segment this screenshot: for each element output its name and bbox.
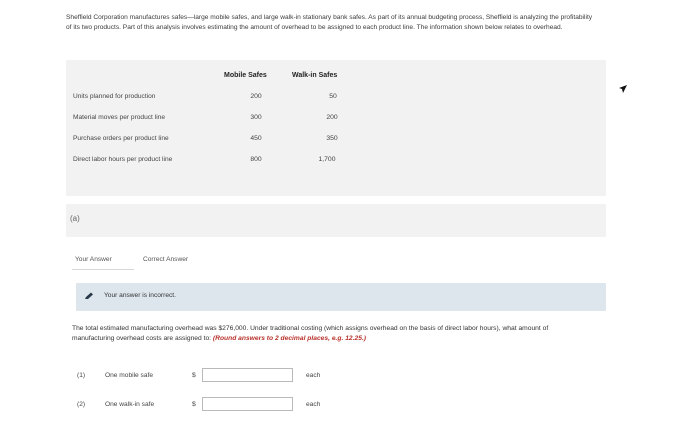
- answer-1-number: (1): [77, 372, 86, 379]
- cell-walkin-material-moves: 200: [326, 114, 338, 121]
- cell-walkin-purchase-orders: 350: [326, 135, 338, 142]
- rounding-hint: (Round answers to 2 decimal places, e.g. 12.25.): [212, 334, 367, 342]
- header-walkin-safes: Walk-in Safes: [292, 72, 338, 79]
- incorrect-message: Your answer is incorrect.: [104, 292, 176, 299]
- answer-2-currency: $: [192, 401, 196, 408]
- tab-correct-answer[interactable]: Correct Answer: [143, 256, 189, 263]
- cell-walkin-direct-labor-hours: 1,700: [318, 156, 336, 163]
- tab-underline: [72, 269, 134, 270]
- row-label-direct-labor-hours: Direct labor hours per product line: [73, 156, 173, 163]
- question-text: [72, 324, 592, 343]
- part-header: [66, 204, 606, 237]
- row-label-units: Units planned for production: [73, 93, 156, 100]
- cell-mobile-purchase-orders: 450: [250, 135, 262, 142]
- overhead-data-table: [66, 60, 606, 196]
- mouse-cursor-icon: [619, 85, 627, 93]
- cell-mobile-material-moves: 300: [250, 114, 262, 121]
- answer-2-label: One walk-in safe: [105, 401, 155, 408]
- answer-1-currency: $: [192, 372, 196, 379]
- part-letter: (a): [70, 214, 80, 223]
- cell-walkin-units: 50: [329, 93, 337, 100]
- answer-2-number: (2): [77, 401, 86, 408]
- row-label-material-moves: Material moves per product line: [73, 114, 165, 121]
- tab-your-answer[interactable]: Your Answer: [75, 256, 112, 263]
- walkin-safe-overhead-input[interactable]: [202, 397, 293, 411]
- cell-mobile-direct-labor-hours: 800: [250, 156, 262, 163]
- question-body: The total estimated manufacturing overhead was $276,000. Under traditional costing (which assigns overhead on the basis of direct labor hours), what amount of manufacturing overhead costs are assigned to:: [72, 325, 549, 342]
- mobile-safe-overhead-input[interactable]: [202, 368, 293, 382]
- problem-intro: Sheffield Corporation manufactures safes—large mobile safes, and large walk-in stationary bank safes. As part of its annual budgeting process, Sheffield is analyzing the profitability of its two products. Part of this analysis involves estimating the amount of overhead to be assigned to each product line. The information shown below relates to overhead.: [66, 14, 593, 32]
- row-label-purchase-orders: Purchase orders per product line: [73, 135, 169, 142]
- cell-mobile-units: 200: [250, 93, 262, 100]
- answer-2-unit: each: [306, 401, 321, 408]
- answer-1-label: One mobile safe: [105, 372, 154, 379]
- answer-1-unit: each: [306, 372, 321, 379]
- header-mobile-safes: Mobile Safes: [224, 72, 267, 79]
- pencil-icon: [84, 292, 94, 300]
